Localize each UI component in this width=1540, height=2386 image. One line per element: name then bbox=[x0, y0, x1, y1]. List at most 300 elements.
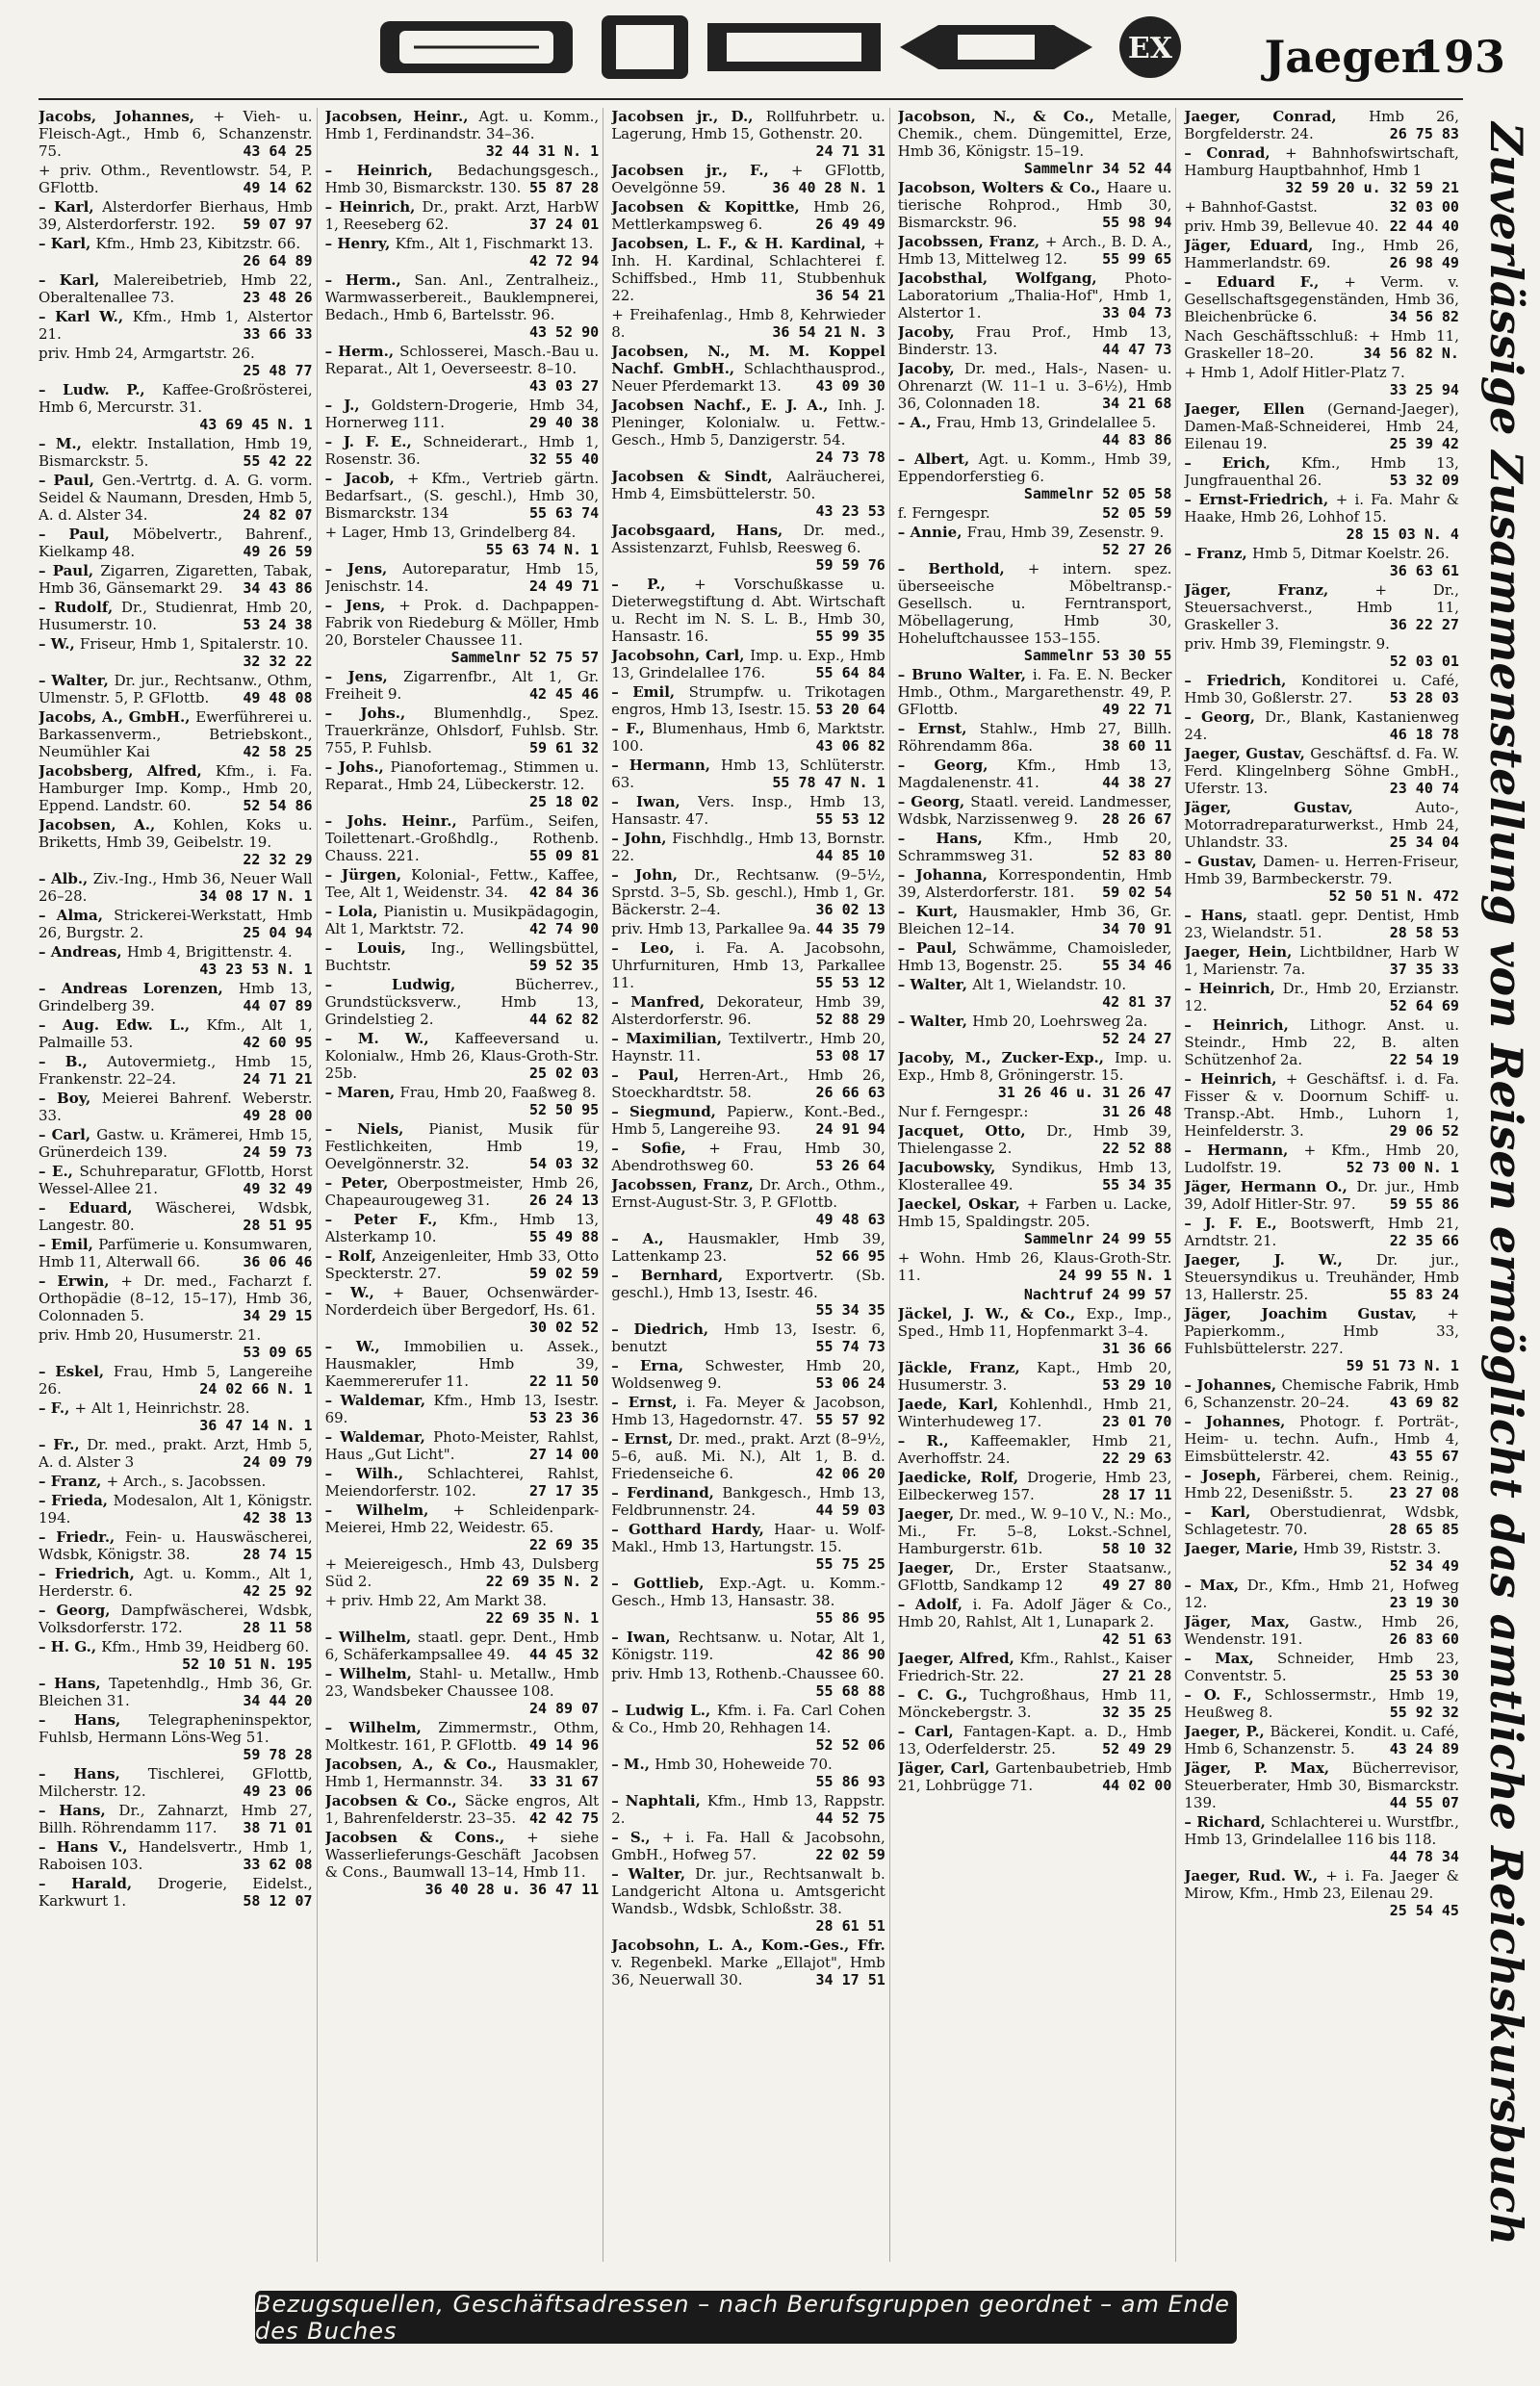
directory-entry bbox=[1184, 745, 1459, 797]
entry-details: Dr. Arch., Othm., Ernst-August-Str. 3, P. GFlottb. bbox=[611, 1176, 886, 1211]
entry-name: – Naphtali, bbox=[611, 1792, 707, 1809]
directory-entry bbox=[611, 866, 886, 918]
entry-phone: 44 55 07 bbox=[1389, 1794, 1459, 1811]
entry-phone: 22 02 59 bbox=[815, 1846, 886, 1863]
entry-phone: 32 44 31 N. 1 bbox=[485, 142, 600, 160]
directory-entry bbox=[1184, 1613, 1459, 1648]
directory-entry bbox=[38, 762, 313, 814]
entry-phone: 44 02 00 bbox=[1102, 1777, 1172, 1794]
entry-details: + Prok. d. Dachpappen-Fabrik von Riedeburg & Möller, Hmb 20, Borsteler Chaussee 11. bbox=[324, 597, 600, 649]
entry-details: Kfm., Alt 1, Palmaille 53. bbox=[38, 1016, 313, 1051]
entry-details: Papierw., Kont.-Bed., Hmb 5, Langereihe 93. bbox=[611, 1103, 886, 1138]
directory-entry bbox=[1184, 491, 1459, 543]
entry-phone: 53 08 17 bbox=[815, 1047, 886, 1065]
directory-entry bbox=[38, 1199, 313, 1234]
entry-details: + Kfm., Hmb 20, Ludolfstr. 19. bbox=[1184, 1142, 1459, 1176]
entry-name: – M., bbox=[611, 1756, 655, 1773]
entry-phone: 25 48 77 bbox=[243, 362, 313, 379]
entry-phone: 25 04 94 bbox=[243, 924, 313, 941]
directory-entry bbox=[38, 108, 313, 160]
entry-phone: 24 73 78 bbox=[815, 449, 886, 466]
entry-name: Jaeger, Alfred, bbox=[897, 1650, 1020, 1667]
entry-phone: 43 03 27 bbox=[528, 377, 600, 395]
entry-details: Dekorateur, Hmb 39, Alsterdorferstr. 96. bbox=[611, 993, 886, 1028]
entry-details: Strumpfw. u. Trikotagen engros, Hmb 13, Isestr. 15. bbox=[611, 683, 886, 718]
entry-phone: 26 98 49 bbox=[1389, 254, 1459, 271]
directory-entry bbox=[38, 943, 313, 978]
directory-entry bbox=[325, 1247, 600, 1282]
directory-entry bbox=[325, 1465, 600, 1500]
entry-name: – Wilh., bbox=[324, 1465, 427, 1482]
entry-details: Agt. u. Komm., Hmb 1, Ferdinandstr. 34–36. bbox=[324, 108, 600, 142]
entry-name: Jacobsen, A., & Co., bbox=[324, 1756, 507, 1773]
directory-entry bbox=[898, 1723, 1172, 1757]
entry-phone: Sammelnr 53 30 55 bbox=[1023, 647, 1172, 664]
entry-name: – W., bbox=[324, 1338, 404, 1355]
entry-phone: 53 29 10 bbox=[1102, 1376, 1172, 1394]
entry-phone: 55 83 24 bbox=[1389, 1286, 1459, 1303]
entry-details: Dr., Blank, Kastanienweg 24. bbox=[1184, 708, 1459, 743]
entry-details: Gen.-Vertrtg. d. A. G. vorm. Seidel & Naumann, Dresden, Hmb 5, A. d. Alster 34. bbox=[38, 472, 313, 524]
entry-details: Möbelvertr., Bahrenf., Kielkamp 48. bbox=[38, 526, 313, 560]
entry-details: Schlachthausprod., Neuer Pferdemarkt 13. bbox=[611, 360, 886, 395]
entry-phone: 43 23 53 N. 1 bbox=[199, 961, 313, 978]
entry-phone: 38 71 01 bbox=[243, 1819, 313, 1836]
entry-phone: 55 99 65 bbox=[1102, 250, 1172, 268]
entry-name: Jacobsen & Co., bbox=[324, 1792, 465, 1809]
entry-details: Schlosserei, Masch.-Bau u. Reparat., Alt 1, Oeverseestr. 8–10. bbox=[324, 343, 600, 377]
entry-details: v. Regenbekl. Marke „Ellajot", Hmb 36, Neuerwall 30. bbox=[611, 1954, 886, 1988]
directory-entry bbox=[1184, 400, 1459, 452]
entry-name: – Ludw. P., bbox=[38, 381, 163, 398]
entry-name: – Henry, bbox=[324, 235, 396, 252]
directory-entry bbox=[1184, 635, 1459, 670]
entry-phone: 36 22 27 bbox=[1389, 616, 1459, 633]
entry-phone: 55 34 35 bbox=[815, 1301, 886, 1319]
entry-phone: 42 81 37 bbox=[1102, 993, 1172, 1011]
directory-entry bbox=[1184, 1178, 1459, 1213]
entry-name: Jacobsen jr., D., bbox=[611, 108, 766, 125]
directory-entry bbox=[611, 576, 886, 645]
entry-phone: 32 03 00 bbox=[1389, 198, 1459, 216]
entry-details: Gartenbaubetrieb, Hmb 21, Lohbrügge 71. bbox=[897, 1759, 1172, 1794]
directory-entry bbox=[898, 1432, 1172, 1467]
entry-phone: 44 62 82 bbox=[528, 1011, 600, 1028]
directory-entry bbox=[611, 1484, 886, 1519]
entry-phone: 34 56 82 N. bbox=[1363, 345, 1459, 362]
entry-details: Kfm., Hmb 13, Rappstr. 2. bbox=[611, 1792, 886, 1827]
entry-name: – Heinrich, bbox=[324, 198, 423, 216]
entry-details: Rollfuhrbetr. u. Lagerung, Hmb 15, Gothenstr. 20. bbox=[611, 108, 886, 142]
directory-entry bbox=[898, 524, 1172, 558]
entry-phone: 49 26 59 bbox=[243, 543, 313, 560]
directory-entry bbox=[898, 108, 1172, 177]
entry-phone: 25 34 04 bbox=[1389, 834, 1459, 851]
directory-entry bbox=[898, 1249, 1172, 1284]
directory-entry bbox=[898, 1195, 1172, 1247]
entry-phone: 24 71 21 bbox=[243, 1070, 313, 1088]
entry-details: Textilvertr., Hmb 20, Haynstr. 11. bbox=[611, 1030, 886, 1065]
entry-name: – Johs. Heinr., bbox=[324, 812, 472, 830]
entry-phone: 33 62 08 bbox=[243, 1856, 313, 1873]
entry-name: Jacquet, Otto, bbox=[897, 1122, 1047, 1140]
entry-phone: 43 64 25 bbox=[243, 142, 313, 160]
entry-details: Dr., Studienrat, Hmb 20, Husumerstr. 10. bbox=[38, 599, 313, 633]
entry-details: Schwester, Hmb 20, Woldsenweg 9. bbox=[611, 1357, 886, 1392]
entry-name: Jacobsen & Cons., bbox=[324, 1829, 527, 1846]
directory-entry bbox=[611, 306, 886, 341]
entry-details: Dr. med., prakt. Arzt (8–9½, 5–6, auß. Mi. N.), Alt 1, B. d. Friedenseiche 6. bbox=[611, 1430, 886, 1482]
entry-details: Drogerie, Eidelst., Karkwurt 1. bbox=[38, 1875, 313, 1910]
header-rule bbox=[38, 98, 1463, 100]
directory-entry bbox=[898, 830, 1172, 864]
entry-name: – Gotthard Hardy, bbox=[611, 1521, 775, 1538]
entry-details: Frau, Hmb 39, Zesenstr. 9. bbox=[966, 524, 1165, 541]
entry-details: Imp. u. Exp., Hmb 13, Grindelallee 176. bbox=[611, 647, 886, 681]
entry-phone: 55 53 12 bbox=[815, 974, 886, 991]
directory-entry bbox=[325, 162, 600, 196]
entry-phone: 27 21 28 bbox=[1102, 1667, 1172, 1684]
entry-phone: 28 58 53 bbox=[1389, 924, 1459, 941]
side-banner-text: Zuverlässige Zusammenstellung von Reisen ermöglicht das amtliche Reichskursbuch bbox=[1480, 122, 1532, 2245]
entry-phone: Nachtruf 24 99 57 bbox=[1023, 1286, 1172, 1303]
directory-entry bbox=[898, 976, 1172, 1011]
entry-name: – Waldemar, bbox=[324, 1392, 434, 1409]
entry-details: Bäckerei, Kondit. u. Café, Hmb 6, Schanzenstr. 5. bbox=[1184, 1723, 1459, 1757]
entry-phone: 31 26 48 bbox=[1102, 1103, 1172, 1120]
entry-details: Bücherrevisor, Steuerberater, Hmb 30, Bismarckstr. 139. bbox=[1184, 1759, 1459, 1811]
entry-phone: 28 65 85 bbox=[1389, 1521, 1459, 1538]
entry-phone: 55 34 46 bbox=[1102, 957, 1172, 974]
entry-name: Jaeckel, Oskar, bbox=[897, 1195, 1027, 1213]
entry-name: – Karl, bbox=[38, 198, 103, 216]
entry-details: + Geschäftsf. i. d. Fa. Fisser & v. Doornum Schiff- u. Transp.-Abt. Hmb., Luhorn 1, Heinfelderstr. 3. bbox=[1184, 1070, 1459, 1140]
entry-phone: 34 44 20 bbox=[243, 1692, 313, 1709]
directory-entry bbox=[38, 1236, 313, 1270]
entry-details: Haar- u. Wolf-Makl., Hmb 13, Hartungstr. 15. bbox=[611, 1521, 886, 1555]
entry-name: – Heinrich, bbox=[1184, 1070, 1286, 1088]
entry-name: Jaedicke, Rolf, bbox=[897, 1469, 1028, 1486]
entry-details: Zigarrenfbr., Alt 1, Gr. Freiheit 9. bbox=[324, 668, 600, 703]
entry-phone: 24 59 73 bbox=[243, 1143, 313, 1161]
entry-details: Färberei, chem. Reinig., Hmb 22, Desenißstr. 5. bbox=[1184, 1467, 1459, 1501]
directory-entry bbox=[325, 524, 600, 558]
entry-phone: 42 45 46 bbox=[528, 685, 600, 703]
entry-name: Jäger, P. Max, bbox=[1184, 1759, 1352, 1777]
decorative-banner-image bbox=[380, 13, 1415, 81]
page-number: 193 bbox=[1412, 31, 1505, 83]
directory-entry bbox=[38, 635, 313, 670]
entry-phone: 49 14 96 bbox=[528, 1736, 600, 1754]
entry-name: Jacoby, bbox=[897, 360, 964, 377]
directory-entry bbox=[611, 1140, 886, 1174]
entry-details: Hausmakler, Hmb 36, Gr. Bleichen 12–14. bbox=[897, 903, 1172, 937]
entry-phone: 42 60 95 bbox=[243, 1034, 313, 1051]
entry-details: Oberpostmeister, Hmb 26, Chapeaurougeweg 31. bbox=[324, 1174, 600, 1209]
entry-phone: 30 02 52 bbox=[528, 1319, 600, 1336]
entry-phone: 44 47 73 bbox=[1102, 341, 1172, 358]
entry-phone: 59 55 86 bbox=[1389, 1195, 1459, 1213]
entry-name: Jaeger, bbox=[897, 1505, 960, 1523]
entry-phone: 54 03 32 bbox=[528, 1155, 600, 1172]
column-5 bbox=[1184, 108, 1463, 2262]
entry-name: – Carl, bbox=[897, 1723, 963, 1740]
directory-entry bbox=[325, 976, 600, 1028]
directory-entry bbox=[1184, 1813, 1459, 1865]
entry-name: – Georg, bbox=[1184, 708, 1266, 726]
directory-entry bbox=[325, 1174, 600, 1209]
entry-phone: 43 69 82 bbox=[1389, 1394, 1459, 1411]
entry-phone: 27 17 35 bbox=[528, 1482, 600, 1500]
directory-entry bbox=[325, 1428, 600, 1463]
directory-entry bbox=[38, 1492, 313, 1527]
entry-name: – Johannes, bbox=[1184, 1413, 1300, 1430]
directory-entry bbox=[1184, 1251, 1459, 1303]
entry-name: – Boy, bbox=[38, 1090, 102, 1107]
entry-details: Hmb 30, Hoheweide 70. bbox=[654, 1756, 833, 1773]
column-2 bbox=[325, 108, 604, 2262]
directory-entry bbox=[1184, 1759, 1459, 1811]
entry-details: + Verm. v. Gesellschaftsgegenständen, Hmb 36, Bleichenbrücke 6. bbox=[1184, 273, 1459, 325]
entry-phone: 52 88 29 bbox=[815, 1011, 886, 1028]
entry-name: – Manfred, bbox=[611, 993, 717, 1011]
directory-entry bbox=[898, 757, 1172, 791]
directory-entry bbox=[325, 1120, 600, 1172]
directory-entry bbox=[898, 1013, 1172, 1047]
directory-entry bbox=[325, 1555, 600, 1590]
entry-details: + i. Fa. Mahr & Haake, Hmb 26, Lohhof 15. bbox=[1184, 491, 1459, 526]
directory-entry bbox=[325, 235, 600, 269]
directory-entry bbox=[898, 414, 1172, 449]
entry-details: Damen- u. Herren-Friseur, Hmb 39, Barmbeckerstr. 79. bbox=[1184, 853, 1459, 887]
entry-details: Kfm., Hmb 39, Heidberg 60. bbox=[101, 1638, 310, 1655]
entry-details: Stahl- u. Metallw., Hmb 23, Wandsbeker Chaussee 108. bbox=[324, 1665, 600, 1700]
directory-entry bbox=[611, 1756, 886, 1790]
entry-details: + Bahnhofswirtschaft, Hamburg Hauptbahnhof, Hmb 1 bbox=[1184, 144, 1459, 179]
directory-entry bbox=[38, 980, 313, 1014]
entry-name: – Ernst, bbox=[897, 720, 980, 737]
entry-details: Hmb 26, Mettlerkampsweg 6. bbox=[611, 198, 886, 233]
entry-name: Jacoby, bbox=[897, 323, 977, 341]
entry-name: Jäger, Max, bbox=[1184, 1613, 1310, 1630]
entry-details: Dr., Kfm., Hmb 21, Hofweg 12. bbox=[1184, 1577, 1459, 1611]
entry-details: Gastw., Hmb 26, Wendenstr. 191. bbox=[1184, 1613, 1459, 1648]
entry-name: – Fr., bbox=[38, 1436, 88, 1453]
entry-name: Jäger, Joachim Gustav, bbox=[1184, 1305, 1448, 1322]
entry-details: Dr. jur., Hmb 39, Adolf Hitler-Str. 97. bbox=[1184, 1178, 1459, 1213]
entry-phone: 26 64 89 bbox=[243, 252, 313, 269]
entry-name: – Albert, bbox=[897, 450, 979, 468]
entry-name: – Hans, bbox=[38, 1765, 148, 1783]
directory-entry bbox=[1184, 454, 1459, 489]
entry-details: Schlossermstr., Hmb 19, Heußweg 8. bbox=[1184, 1686, 1459, 1721]
entry-phone: 52 49 29 bbox=[1102, 1740, 1172, 1757]
directory-entry bbox=[898, 1596, 1172, 1648]
entry-name: Jacobssen, Franz, bbox=[611, 1176, 759, 1193]
directory-entry bbox=[38, 708, 313, 760]
entry-phone: 53 09 65 bbox=[243, 1344, 313, 1361]
entry-details: priv. Hmb 39, Bellevue 40. bbox=[1184, 218, 1379, 235]
entry-phone: 37 35 33 bbox=[1389, 961, 1459, 978]
entry-name: – Ludwig L., bbox=[611, 1702, 718, 1719]
entry-name: – J. F. E., bbox=[324, 433, 424, 450]
entry-name: – Andreas, bbox=[38, 943, 127, 961]
entry-phone: 34 08 17 N. 1 bbox=[199, 887, 313, 905]
entry-name: – Niels, bbox=[324, 1120, 429, 1138]
entry-phone: 32 59 20 u. 32 59 21 bbox=[1285, 179, 1459, 196]
entry-details: Stahlw., Hmb 27, Billh. Röhrendamm 86a. bbox=[897, 720, 1172, 755]
directory-entry bbox=[38, 435, 313, 470]
directory-entry bbox=[325, 1211, 600, 1245]
directory-entry bbox=[38, 672, 313, 706]
entry-name: – Waldemar, bbox=[324, 1428, 434, 1446]
entry-phone: 31 36 66 bbox=[1102, 1340, 1172, 1357]
directory-entry bbox=[325, 668, 600, 703]
entry-details: San. Anl., Zentralheiz., Warmwasserbereit., Bauklempnerei, Bedach., Hmb 6, Bartelsstr. 96. bbox=[324, 271, 600, 323]
entry-details: + Farben u. Lacke, Hmb 15, Spaldingstr. 205. bbox=[897, 1195, 1172, 1230]
entry-details: + Bauer, Ochsenwärder-Norderdeich über Bergedorf, Hs. 61. bbox=[324, 1284, 600, 1319]
entry-phone: 26 66 63 bbox=[815, 1084, 886, 1101]
entry-phone: 27 14 00 bbox=[528, 1446, 600, 1463]
directory-entry bbox=[325, 1792, 600, 1827]
directory-entry bbox=[1184, 1142, 1459, 1176]
entry-name: – Max, bbox=[1184, 1650, 1278, 1667]
entry-name: – Berthold, bbox=[897, 560, 1028, 577]
entry-details: Dampfwäscherei, Wdsbk, Volksdorferstr. 172. bbox=[38, 1602, 313, 1636]
directory-entry bbox=[325, 812, 600, 864]
page-header bbox=[0, 0, 1540, 96]
entry-phone: 52 10 51 N. 195 bbox=[182, 1655, 313, 1673]
directory-entry bbox=[611, 1357, 886, 1392]
directory-entry bbox=[898, 504, 1172, 522]
entry-details: Inh. J. Pleninger, Kolonialw. u. Fettw.-Gesch., Hmb 5, Danzigerstr. 54. bbox=[611, 397, 886, 449]
entry-name: – Franz, bbox=[1184, 545, 1252, 562]
entry-phone: 28 51 95 bbox=[243, 1217, 313, 1234]
directory-entry bbox=[898, 233, 1172, 268]
entry-name: – Diedrich, bbox=[611, 1321, 724, 1338]
entry-details: Kohlen, Koks u. Briketts, Hmb 39, Geibelstr. 19. bbox=[38, 816, 313, 851]
entry-phone: 25 18 02 bbox=[528, 793, 600, 810]
directory-entry bbox=[611, 1030, 886, 1065]
entry-phone: 55 63 74 bbox=[528, 504, 600, 522]
entry-phone: 52 73 00 N. 1 bbox=[1346, 1159, 1459, 1176]
directory-entry bbox=[1184, 545, 1459, 579]
entry-details: Hmb 13, Grindelberg 39. bbox=[38, 980, 313, 1014]
directory-entry bbox=[325, 597, 600, 666]
entry-name: – Eduard, bbox=[38, 1199, 156, 1217]
directory-entry bbox=[38, 599, 313, 633]
entry-phone: 42 72 94 bbox=[528, 252, 600, 269]
entry-name: – Max, bbox=[1184, 1577, 1247, 1594]
directory-entry bbox=[898, 1396, 1172, 1430]
entry-details: Hmb 4, Brigittenstr. 4. bbox=[126, 943, 293, 961]
directory-entry bbox=[611, 1321, 886, 1355]
directory-entry bbox=[1184, 943, 1459, 978]
entry-phone: 29 40 38 bbox=[528, 414, 600, 431]
entry-phone: 34 43 86 bbox=[243, 579, 313, 597]
entry-details: Bankgesch., Hmb 13, Feldbrunnenstr. 24. bbox=[611, 1484, 886, 1519]
entry-details: Blumenhaus, Hmb 6, Marktstr. 100. bbox=[611, 720, 886, 755]
directory-entry bbox=[325, 1084, 600, 1118]
entry-name: Jacobsgaard, Hans, bbox=[611, 522, 804, 539]
entry-name: – Georg, bbox=[897, 757, 1017, 774]
directory-entry bbox=[38, 1436, 313, 1471]
entry-name: Jacobsen & Kopittke, bbox=[611, 198, 814, 216]
directory-entry bbox=[325, 1392, 600, 1426]
entry-details: i. Fa. Adolf Jäger & Co., Hmb 20, Rahlst, Alt 1, Lunapark 2. bbox=[897, 1596, 1172, 1630]
entry-details: i. Fa. A. Jacobsohn, Uhrfurnituren, Hmb 13, Parkallee 11. bbox=[611, 939, 886, 991]
entry-phone: 42 58 25 bbox=[243, 743, 313, 760]
entry-details: Metalle, Chemik., chem. Düngemittel, Erze, Hmb 36, Königstr. 15–19. bbox=[897, 108, 1172, 160]
directory-entry bbox=[1184, 672, 1459, 706]
entry-phone: 36 06 46 bbox=[243, 1253, 313, 1270]
entry-name: – Eskel, bbox=[38, 1363, 114, 1380]
entry-details: Immobilien u. Assek., Hausmakler, Hmb 39, Kaemmererufer 11. bbox=[324, 1338, 600, 1390]
entry-details: Kaffeeversand u. Kolonialw., Hmb 26, Klaus-Groth-Str. 25b. bbox=[324, 1030, 600, 1082]
entry-name: – Karl, bbox=[1184, 1503, 1270, 1521]
directory-entry bbox=[611, 1066, 886, 1101]
entry-phone: 26 24 13 bbox=[528, 1192, 600, 1209]
entry-name: – Siegmund, bbox=[611, 1103, 728, 1120]
entry-name: Jacobsohn, Carl, bbox=[611, 647, 751, 664]
entry-details: Wäscherei, Wdsbk, Langestr. 80. bbox=[38, 1199, 313, 1234]
directory-entry bbox=[1184, 1305, 1459, 1374]
entry-name: – Paul, bbox=[38, 562, 101, 579]
entry-details: Hausmakler, Hmb 39, Lattenkamp 23. bbox=[611, 1230, 886, 1265]
directory-entry bbox=[898, 1559, 1172, 1594]
entry-name: Jäger, Franz, bbox=[1184, 581, 1375, 599]
directory-entry bbox=[1184, 1413, 1459, 1465]
directory-entry bbox=[325, 108, 600, 160]
entry-name: – Ernst, bbox=[611, 1430, 679, 1448]
entry-name: Jacobson, Wolters & Co., bbox=[897, 179, 1107, 196]
entry-phone: 55 49 88 bbox=[528, 1228, 600, 1245]
entry-details: Handelsvertr., Hmb 1, Raboisen 103. bbox=[38, 1838, 313, 1873]
entry-phone: 55 64 84 bbox=[815, 664, 886, 681]
entry-phone: 28 74 15 bbox=[243, 1546, 313, 1563]
directory-entry bbox=[1184, 1867, 1459, 1919]
directory-entry bbox=[1184, 1686, 1459, 1721]
directory-entry bbox=[611, 1702, 886, 1754]
entry-name: Jacobsen jr., F., bbox=[611, 162, 791, 179]
entry-details: staatl. gepr. Dentist, Hmb 23, Wielandstr. 51. bbox=[1184, 907, 1459, 941]
entry-phone: 55 98 94 bbox=[1102, 214, 1172, 231]
directory-entry bbox=[611, 683, 886, 718]
entry-details: Konditorei u. Café, Hmb 30, Goßlerstr. 27. bbox=[1184, 672, 1459, 706]
entry-phone: 44 78 34 bbox=[1389, 1848, 1459, 1865]
entry-details: + siehe Wasserlieferungs-Geschäft Jacobsen & Cons., Baumwall 13–14, Hmb 11. bbox=[324, 1829, 600, 1881]
entry-phone: 23 27 08 bbox=[1389, 1484, 1459, 1501]
entry-details: + i. Fa. Hall & Jacobsohn, GmbH., Hofweg 57. bbox=[611, 1829, 886, 1863]
directory-entry bbox=[325, 1592, 600, 1627]
entry-details: Agt. u. Komm., Hmb 39, Eppendorferstieg 6. bbox=[897, 450, 1172, 485]
entry-details: Hmb 13, Schlüterstr. 63. bbox=[611, 757, 886, 791]
entry-phone: 59 07 97 bbox=[243, 216, 313, 233]
entry-details: Kohlenhdl., Hmb 21, Winterhudeweg 17. bbox=[897, 1396, 1172, 1430]
entry-name: – M., bbox=[38, 435, 92, 452]
directory-entry bbox=[611, 757, 886, 791]
entry-phone: 55 42 22 bbox=[243, 452, 313, 470]
directory-entry bbox=[611, 1665, 886, 1700]
entry-name: Jaeger, Gustav, bbox=[1184, 745, 1311, 762]
entry-name: – Aug. Edw. L., bbox=[38, 1016, 207, 1034]
entry-phone: 43 24 89 bbox=[1389, 1740, 1459, 1757]
entry-name: – Paul, bbox=[38, 472, 103, 489]
entry-details: + Bahnhof-Gastst. bbox=[1184, 198, 1318, 216]
entry-phone: 34 56 82 bbox=[1389, 308, 1459, 325]
entry-details: Lichtbildner, Harb W 1, Marienstr. 7a. bbox=[1184, 943, 1459, 978]
column-1 bbox=[38, 108, 318, 2262]
